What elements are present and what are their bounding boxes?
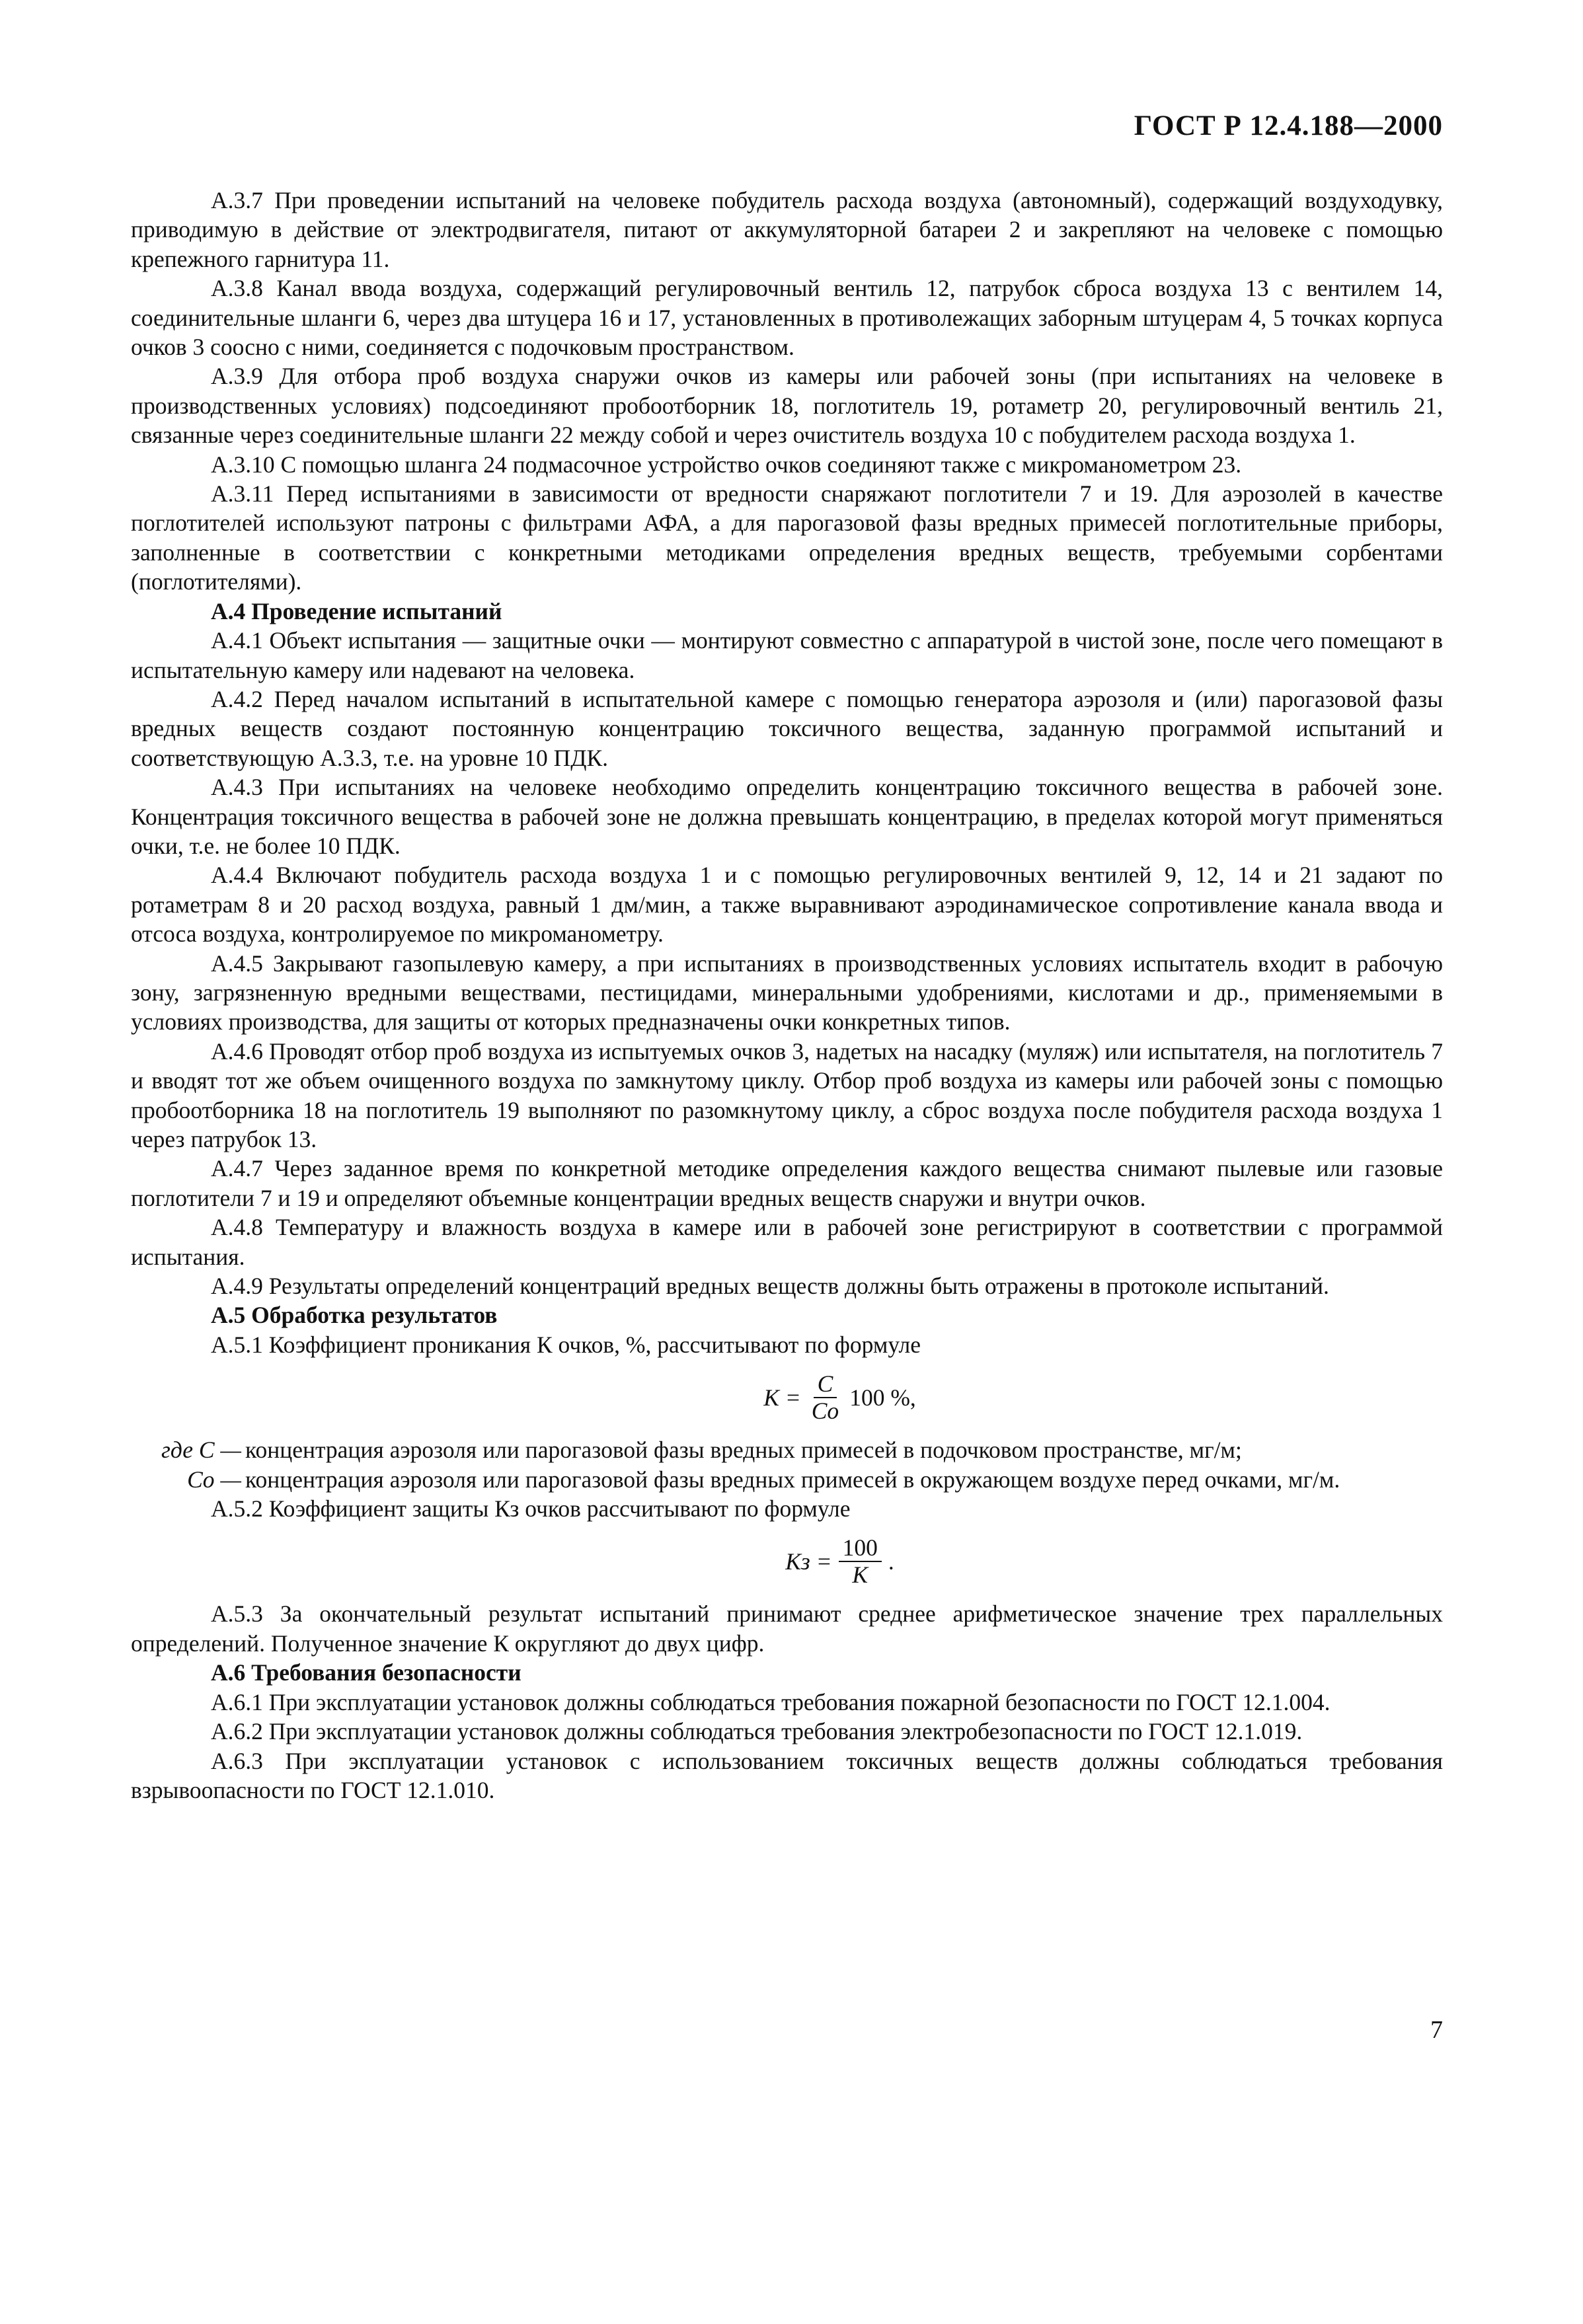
paragraph-a6-2: А.6.2 При эксплуатации установок должны соблюдаться требования электробезопасности по ГОСТ 12.1.019. <box>211 1718 1303 1745</box>
where-term: Cо — <box>187 1466 241 1493</box>
where-definition-c0 <box>131 1465 1443 1494</box>
formula2-denominator: K <box>852 1561 869 1588</box>
paragraph-a3-8: А.3.8 Канал ввода воздуха, содержащий регулировочный вентиль 12, патрубок сброса воздуха 13 с вентилем 14, соединительные шланги 6, через два штуцера 16 и 17, установленных в противолежащих заборным штуцерам 4, 5 точках корпуса очков 3 соосно с ними, соединяется с подочковым пространством. <box>131 275 1443 361</box>
where-definition-c <box>131 1435 1443 1464</box>
formula1-fraction <box>808 1371 843 1424</box>
formula-penetration-coefficient <box>131 1359 1443 1435</box>
document-header: ГОСТ Р 12.4.188—2000 <box>1134 110 1443 141</box>
formula1-numerator: C <box>814 1371 837 1398</box>
paragraph-a4-8: А.4.8 Температуру и влажность воздуха в камере или в рабочей зоне регистрируют в соответствии с программой испытания. <box>131 1214 1443 1270</box>
paragraph-a5-1: А.5.1 Коэффициент проникания К очков, %, рассчитывают по формуле <box>211 1331 921 1358</box>
formula2-rhs: . <box>888 1548 894 1575</box>
paragraph-a4-7: А.4.7 Через заданное время по конкретной методике определения каждого вещества снимают пылевые или газовые поглотители 7 и 19 и определяют объемные концентрации вредных веществ снаружи и внутри очков. <box>131 1155 1443 1211</box>
formula-protection-coefficient <box>131 1523 1443 1599</box>
paragraph-a6-1: А.6.1 При эксплуатации установок должны соблюдаться требования пожарной безопасности по ГОСТ 12.1.004. <box>211 1688 1331 1715</box>
section-heading-a4: А.4 Проведение испытаний <box>211 597 502 624</box>
where-definition: концентрация аэрозоля или парогазовой фазы вредных примесей в подочковом пространстве, мг/м; <box>245 1437 1242 1464</box>
paragraph-a4-5: А.4.5 Закрывают газопылевую камеру, а при испытаниях в производственных условиях испытатель входит в рабочую зону, загрязненную вредными веществами, пестицидами, минеральными удобрениями, кислотами и др., применяемыми в условиях производства, для защиты от которых предназначены очки конкретных типов. <box>131 950 1443 1035</box>
formula1-denominator: Cо <box>811 1397 839 1424</box>
paragraph-a4-1: А.4.1 Объект испытания — защитные очки — монтируют совместно с аппаратурой в чистой зоне, после чего помещают в испытательную камеру или надевают на человека. <box>131 627 1443 683</box>
where-definition: концентрация аэрозоля или парогазовой фазы вредных примесей в окружающем воздухе перед очками, мг/м. <box>245 1466 1340 1493</box>
paragraph-a3-10: А.3.10 С помощью шланга 24 подмасочное устройство очков соединяют также с микроманометром 23. <box>211 451 1242 478</box>
paragraph-a4-3: А.4.3 При испытаниях на человеке необходимо определить концентрацию токсичного вещества в рабочей зоне. Концентрация токсичного вещества в рабочей зоне не должна превышать концентрацию, в пределах которой могут применяться очки, т.е. не более 10 ПДК. <box>131 774 1443 859</box>
paragraph-a4-9: А.4.9 Результаты определений концентраций вредных веществ должны быть отражены в протоколе испытаний. <box>211 1273 1329 1300</box>
paragraph-a3-7: А.3.7 При проведении испытаний на человеке побудитель расхода воздуха (автономный), содержащий воздуходувку, приводимую в действие от электродвигателя, питают от аккумуляторной батареи 2 и закрепляют на человеке с помощью крепежного гарнитура 11. <box>131 187 1443 272</box>
paragraph-a5-3: А.5.3 За окончательный результат испытаний принимают среднее арифметическое значение трех параллельных определений. Полученное значение К округляют до двух цифр. <box>131 1600 1443 1657</box>
paragraph-a3-9: А.3.9 Для отбора проб воздуха снаружи очков из камеры или рабочей зоны (при испытаниях на человеке в производственных условиях) подсоединяют пробоотборник 18, поглотитель 19, ротаметр 20, регулировочный вентиль 21, связанные через соединительные шланги 22 между собой и через очиститель воздуха 10 с побудителем расхода воздуха 1. <box>131 363 1443 449</box>
paragraph-a6-3: А.6.3 При эксплуатации установок с использованием токсичных веществ должны соблюдаться требования взрывоопасности по ГОСТ 12.1.010. <box>131 1747 1443 1803</box>
paragraph-a4-6: А.4.6 Проводят отбор проб воздуха из испытуемых очков 3, надетых на насадку (муляж) или испытателя, на поглотитель 7 и вводят тот же объем очищенного воздуха по замкнутому циклу. Отбор проб воздуха из камеры или рабочей зоны с помощью пробоотборника 18 на поглотитель 19 выполняют по разомкнутому циклу, а сброс воздуха после побудителя расхода воздуха 1 через патрубок 13. <box>131 1037 1443 1152</box>
paragraph-a4-4: А.4.4 Включают побудитель расхода воздуха 1 и с помощью регулировочных вентилей 9, 12, 14 и 21 задают по ротаметрам 8 и 20 расход воздуха, равный 1 дм/мин, а также выравнивают аэродинамическое сопротивление канала ввода и отсоса воздуха, контролируемое по микроманометру. <box>131 862 1443 948</box>
page-number: 7 <box>1430 2016 1443 2044</box>
section-heading-a6: А.6 Требования безопасности <box>211 1659 521 1686</box>
paragraph-a5-2: А.5.2 Коэффициент защиты Кз очков рассчитывают по формуле <box>211 1495 851 1522</box>
paragraph-a4-2: А.4.2 Перед началом испытаний в испытательной камере с помощью генератора аэрозоля и (или) парогазовой фазы вредных веществ создают постоянную концентрацию токсичного вещества, заданную программой испытаний и соответствующую А.3.3, т.е. на уровне 10 ПДК. <box>131 685 1443 771</box>
where-term: где C — <box>161 1437 241 1464</box>
formula2-fraction <box>839 1535 882 1588</box>
document-body <box>131 186 1443 1805</box>
formula1-rhs: 100 %, <box>849 1384 916 1411</box>
formula1-lhs: K = <box>763 1384 801 1411</box>
formula2-numerator: 100 <box>839 1535 882 1562</box>
paragraph-a3-11: А.3.11 Перед испытаниями в зависимости от вредности снаряжают поглотители 7 и 19. Для аэрозолей в качестве поглотителей используют патроны с фильтрами АФА, а для парогазовой фазы вредных примесей поглотительные приборы, заполненные в соответствии с конкретными методиками определения вредных веществ, требуемыми сорбентами (поглотителями). <box>131 480 1443 595</box>
formula2-lhs: Kз = <box>785 1548 832 1575</box>
section-heading-a5: А.5 Обработка результатов <box>211 1302 498 1329</box>
